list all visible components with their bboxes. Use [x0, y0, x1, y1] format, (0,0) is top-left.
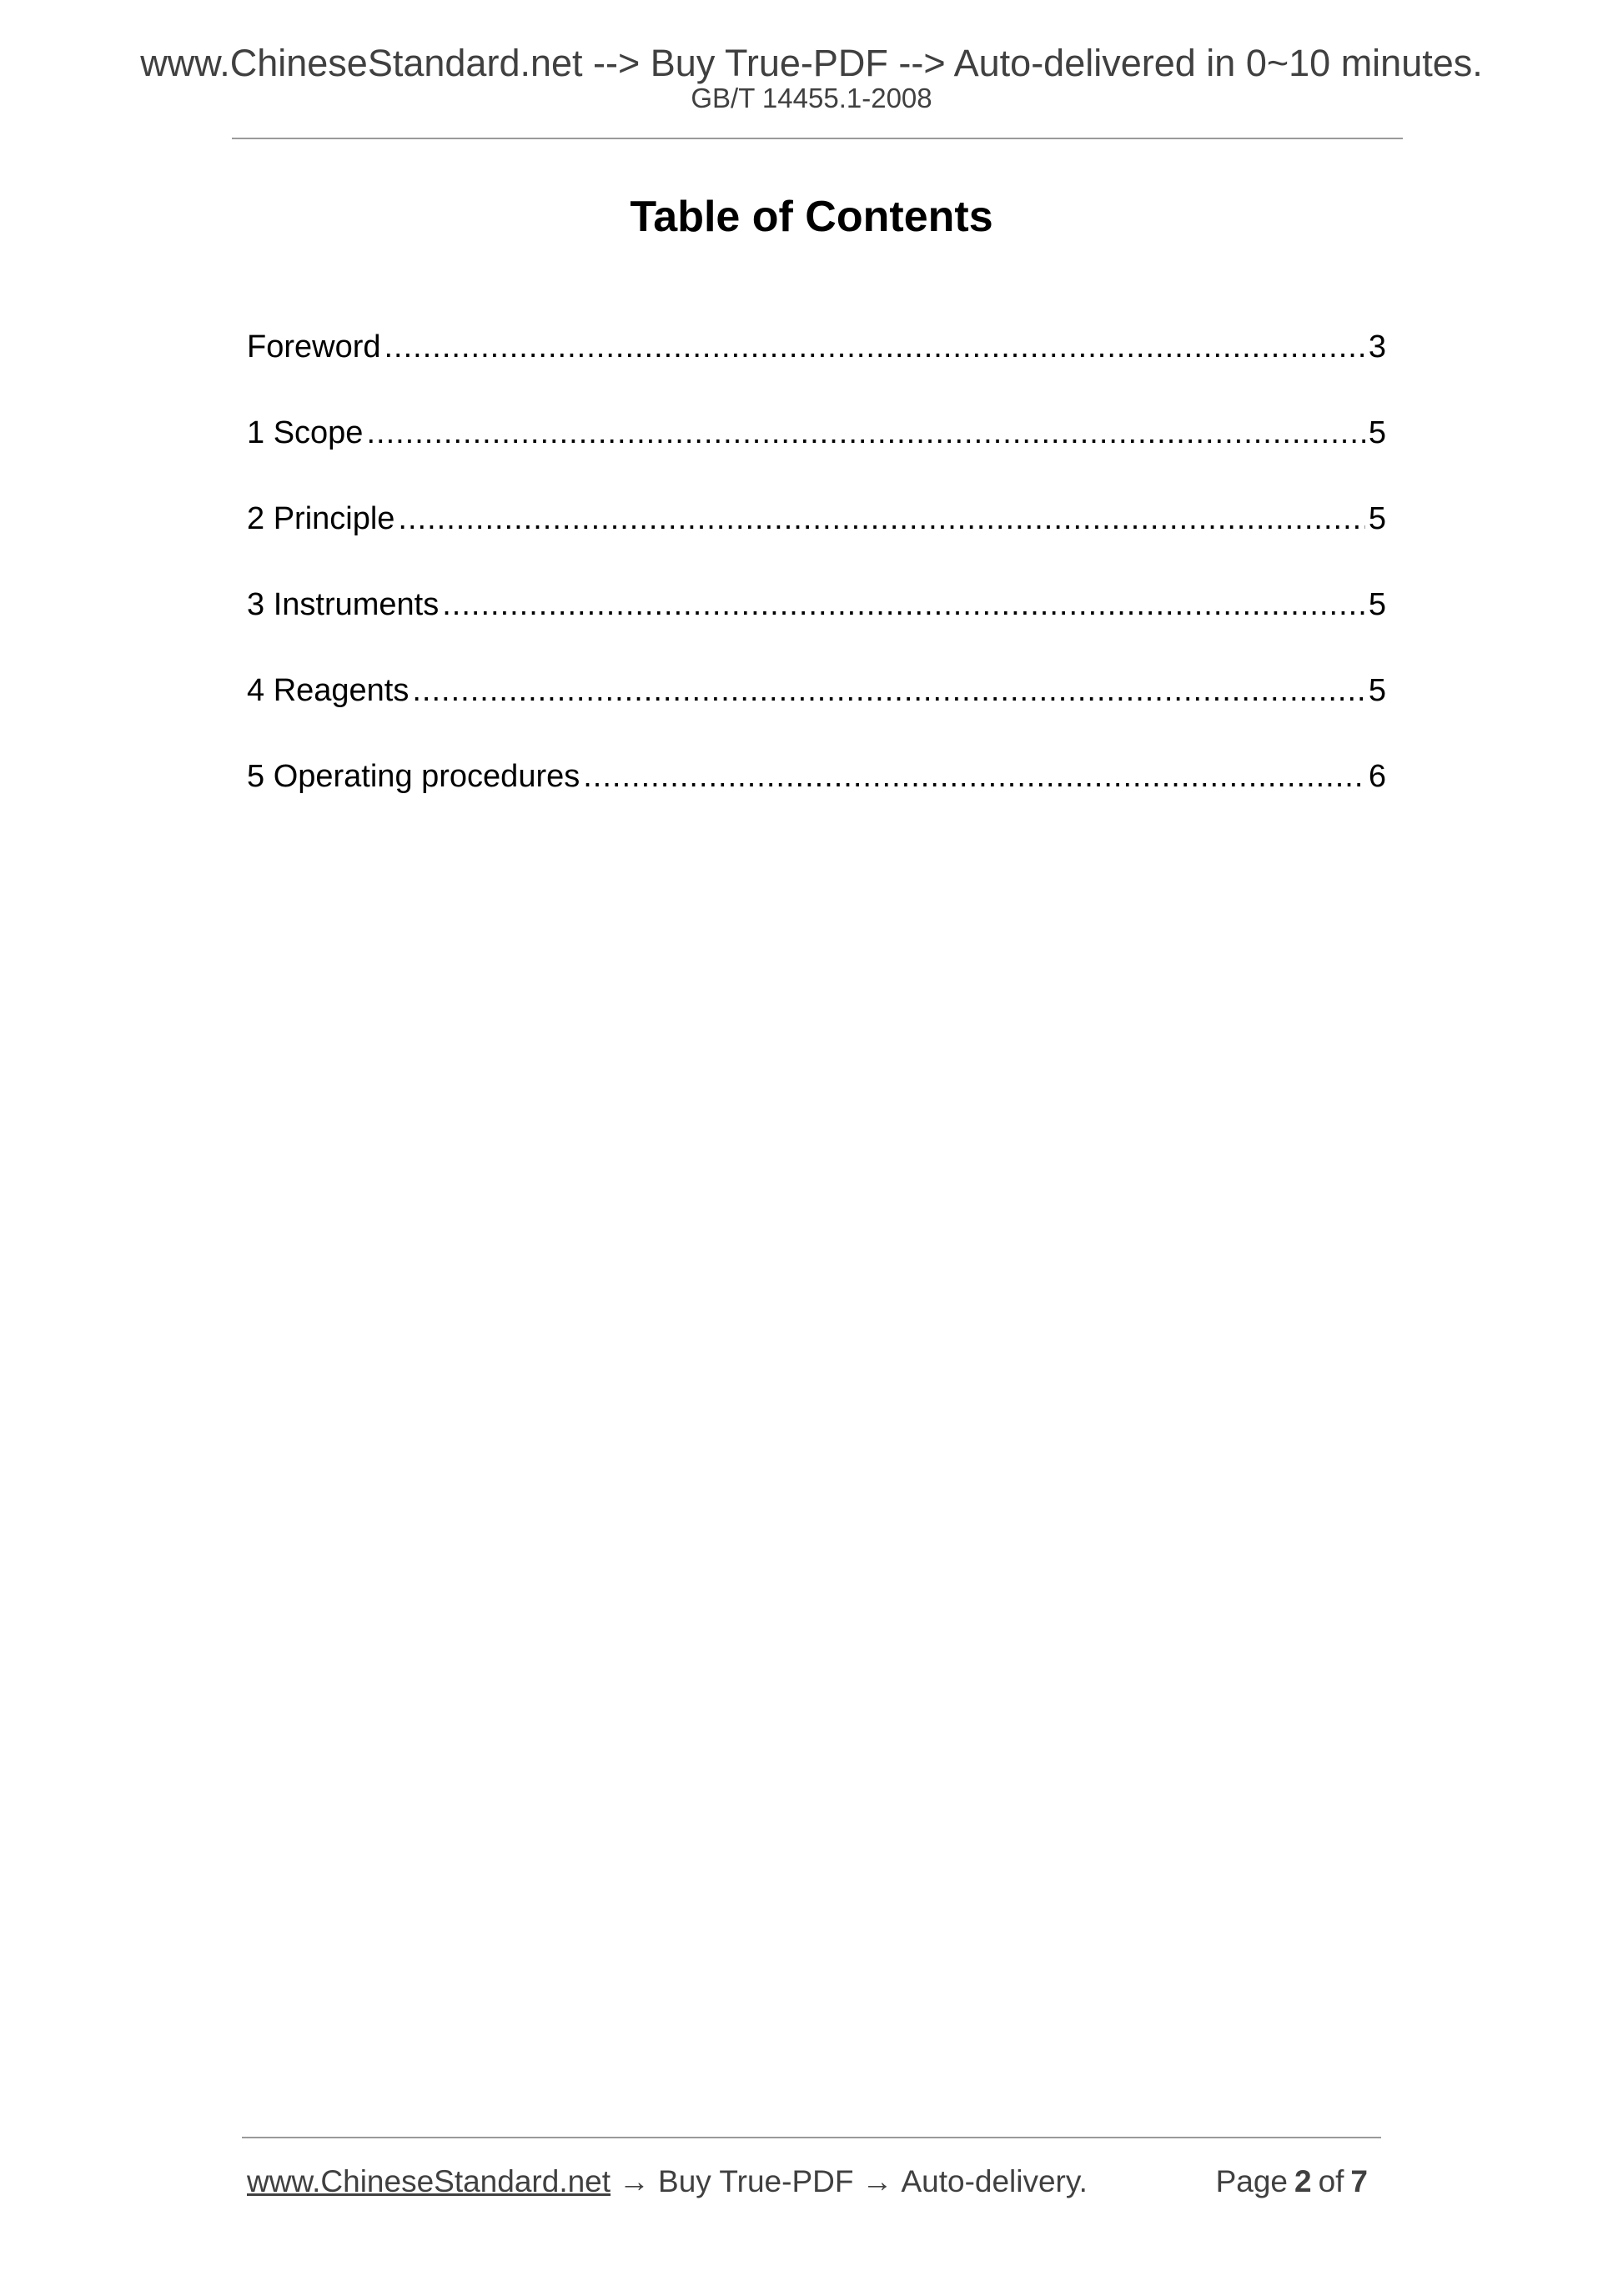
page-number — [1216, 2160, 1374, 2203]
top-banner: www.ChineseStandard.net --> Buy True-PDF --> Auto-delivered in 0~10 minutes. — [140, 42, 1483, 84]
page-of-label: of — [1318, 2164, 1344, 2198]
footer-divider — [242, 2137, 1381, 2138]
toc-entry-operating-procedures[interactable] — [247, 753, 1386, 839]
toc-title: Table of Contents — [630, 193, 993, 241]
toc-dot-leader — [412, 667, 1364, 714]
right-arrow-icon: → — [862, 2164, 893, 2198]
right-arrow-icon: → — [619, 2164, 651, 2198]
toc-entry-scope[interactable] — [247, 409, 1386, 495]
toc-entry-label: 5 Operating procedures — [247, 759, 580, 794]
toc-entry-page: 6 — [1368, 759, 1386, 794]
toc-dot-leader — [398, 495, 1364, 542]
toc-entry-label: 3 Instruments — [247, 587, 440, 622]
toc-entry-page: 5 — [1368, 415, 1386, 450]
toc-entry-label: 1 Scope — [247, 415, 364, 450]
footer-site-link[interactable]: www.ChineseStandard.net — [247, 2164, 611, 2198]
header-divider — [232, 138, 1403, 139]
footer-buy-text: Buy True-PDF — [658, 2164, 854, 2198]
page-footer — [247, 2160, 1378, 2203]
page-current: 2 — [1294, 2164, 1312, 2198]
toc-entry-page: 5 — [1368, 587, 1386, 622]
toc-dot-leader — [384, 324, 1365, 370]
toc-entry-reagents[interactable] — [247, 667, 1386, 753]
toc-entry-principle[interactable] — [247, 495, 1386, 581]
toc-entry-foreword[interactable] — [247, 324, 1386, 409]
toc-entry-page: 5 — [1368, 673, 1386, 708]
toc-dot-leader — [366, 409, 1364, 456]
footer-promo — [247, 2160, 1088, 2203]
footer-delivery-text: Auto-delivery. — [901, 2164, 1088, 2198]
toc-entry-page: 3 — [1368, 329, 1386, 364]
toc-entry-label: 2 Principle — [247, 501, 395, 536]
toc-entry-instruments[interactable] — [247, 581, 1386, 667]
toc-entry-label: 4 Reagents — [247, 673, 410, 708]
toc-entry-label: Foreword — [247, 329, 381, 364]
page-total: 7 — [1350, 2164, 1368, 2198]
toc-list — [247, 324, 1386, 839]
page-label: Page — [1215, 2164, 1288, 2198]
toc-dot-leader — [442, 581, 1365, 628]
standard-code: GB/T 14455.1-2008 — [691, 83, 932, 113]
toc-entry-page: 5 — [1368, 501, 1386, 536]
toc-dot-leader — [583, 753, 1365, 800]
